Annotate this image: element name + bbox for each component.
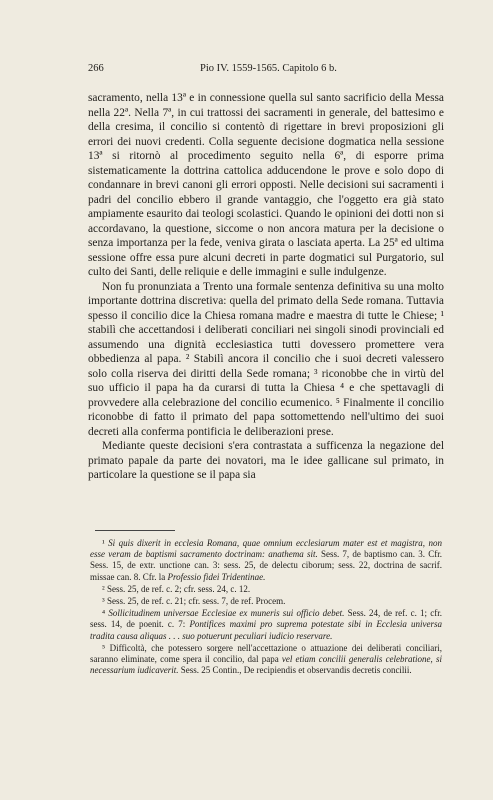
paragraph-3: Mediante queste decisioni s'era contrastata a sufficenza la negazione del primato papale da parte dei novatori, ma le idee gallicane sul primato, in particolare la questione se il papa sia: [88, 440, 444, 481]
page-number: 266: [88, 63, 104, 74]
page-header: [88, 63, 440, 77]
paragraph-1: sacramento, nella 13ª e in connessione quella sul santo sacrificio della Messa nella 22ª. Nella 7ª, in cui trattossi dei sacramenti in generale, del battesimo e della cresima, il concilio si contentò di rigettare in brevi proposizioni gli errori dei nuovi credenti. Colla seguente decisione dogmatica nella sessione 13ª si ritornò al procedimento seguito nella 6ª, di esporre prima sistematicamente la dottrina cattolica adducendone le prove e solo dopo di condannare in brevi canoni gli errori opposti. Nelle decisioni sui sacramenti i padri del concilio ebbero il grande vantaggio, che l'oggetto era già stato ampiamente esaurito dai teologi scolastici. Quando le opinioni dei dotti non si accordavano, la questione, siccome o non ancora matura per la decisione o senza importanza per la fede, veniva girata o lasciata aperta. La 25ª ed ultima sessione offre essa pure alcuni decreti in parte dogmatici sul Purgatorio, sul culto dei Santi, delle reliquie e delle immagini e sulle indulgenze.: [88, 92, 444, 278]
footnote-rule: [95, 530, 175, 531]
paragraph-2: Non fu pronunziata a Trento una formale sentenza definitiva su una molto importante dottrina discretiva: quella del primato della Sede romana. Tuttavia spesso il concilio dice la Chiesa romana madre e maestra di tutte le Chiese; ¹ stabilì che accettandosi i deliberati conciliari nei singoli sinodi provinciali ed assumendo una dignità ecclesiastica tutti dovessero promettere vera obbedienza al papa. ² Stabilì ancora il concilio che i suoi decreti valessero solo colla riserva dei diritti della Sede romana; ³ riconobbe che in virtù del suo ufficio il papa ha da curarsi di tutta la Chiesa ⁴ e che spettavagli di provvedere alla celebrazione del concilio ecumenico. ⁵ Finalmente il concilio riconobbe di fatto il primato del papa sottomettendo nell'ultimo dei suoi decreti alla conferma pontificia le deliberazioni prese.: [88, 280, 444, 438]
footnote-1: ¹ Si quis dixerit in ecclesia Romana, quae omnium ecclesiarum mater est et magistra, non esse veram de baptismi sacramento doctrinam: anathema sit. Sess. 7, de baptismo can. 3. Cfr. Sess. 15, de extr. unctione can. 3: sess. 25, de delectu ciborum; sess. 22, doctrina de sacrif. missae can. 8. Cfr. la Professio fidei Tridentinae.: [90, 538, 442, 582]
running-title: Pio IV. 1559-1565. Capitolo 6 b.: [200, 63, 337, 74]
main-text: [88, 91, 444, 483]
footnote-5: ⁵ Difficoltà, che potessero sorgere nell'accettazione o attuazione dei deliberati conciliari, saranno eliminate, come spera il concilio, dal papa vel etiam concilii generalis celebratione, si necessarium iudicaverit. Sess. 25 Contin., De recipiendis et observandis decretis concilii.: [90, 642, 443, 676]
footnote-2: ² Sess. 25, de ref. c. 2; cfr. sess. 24, c. 12.: [102, 583, 251, 594]
footnote-3: ³ Sess. 25, de ref. c. 21; cfr. sess. 7, de ref. Procem.: [102, 596, 286, 607]
footnotes: [90, 538, 442, 677]
footnote-4: ⁴ Sollicitudinem universae Ecclesiae ex muneris sui officio debet. Sess. 24, de ref. c. 1; cfr. sess. 14, de poenit. c. 7: Pontifices maximi pro suprema potestate sibi in Ecclesia universa tradita causa aliquas . . . suo potuerunt peculiari iudicio reservare.: [90, 608, 442, 641]
